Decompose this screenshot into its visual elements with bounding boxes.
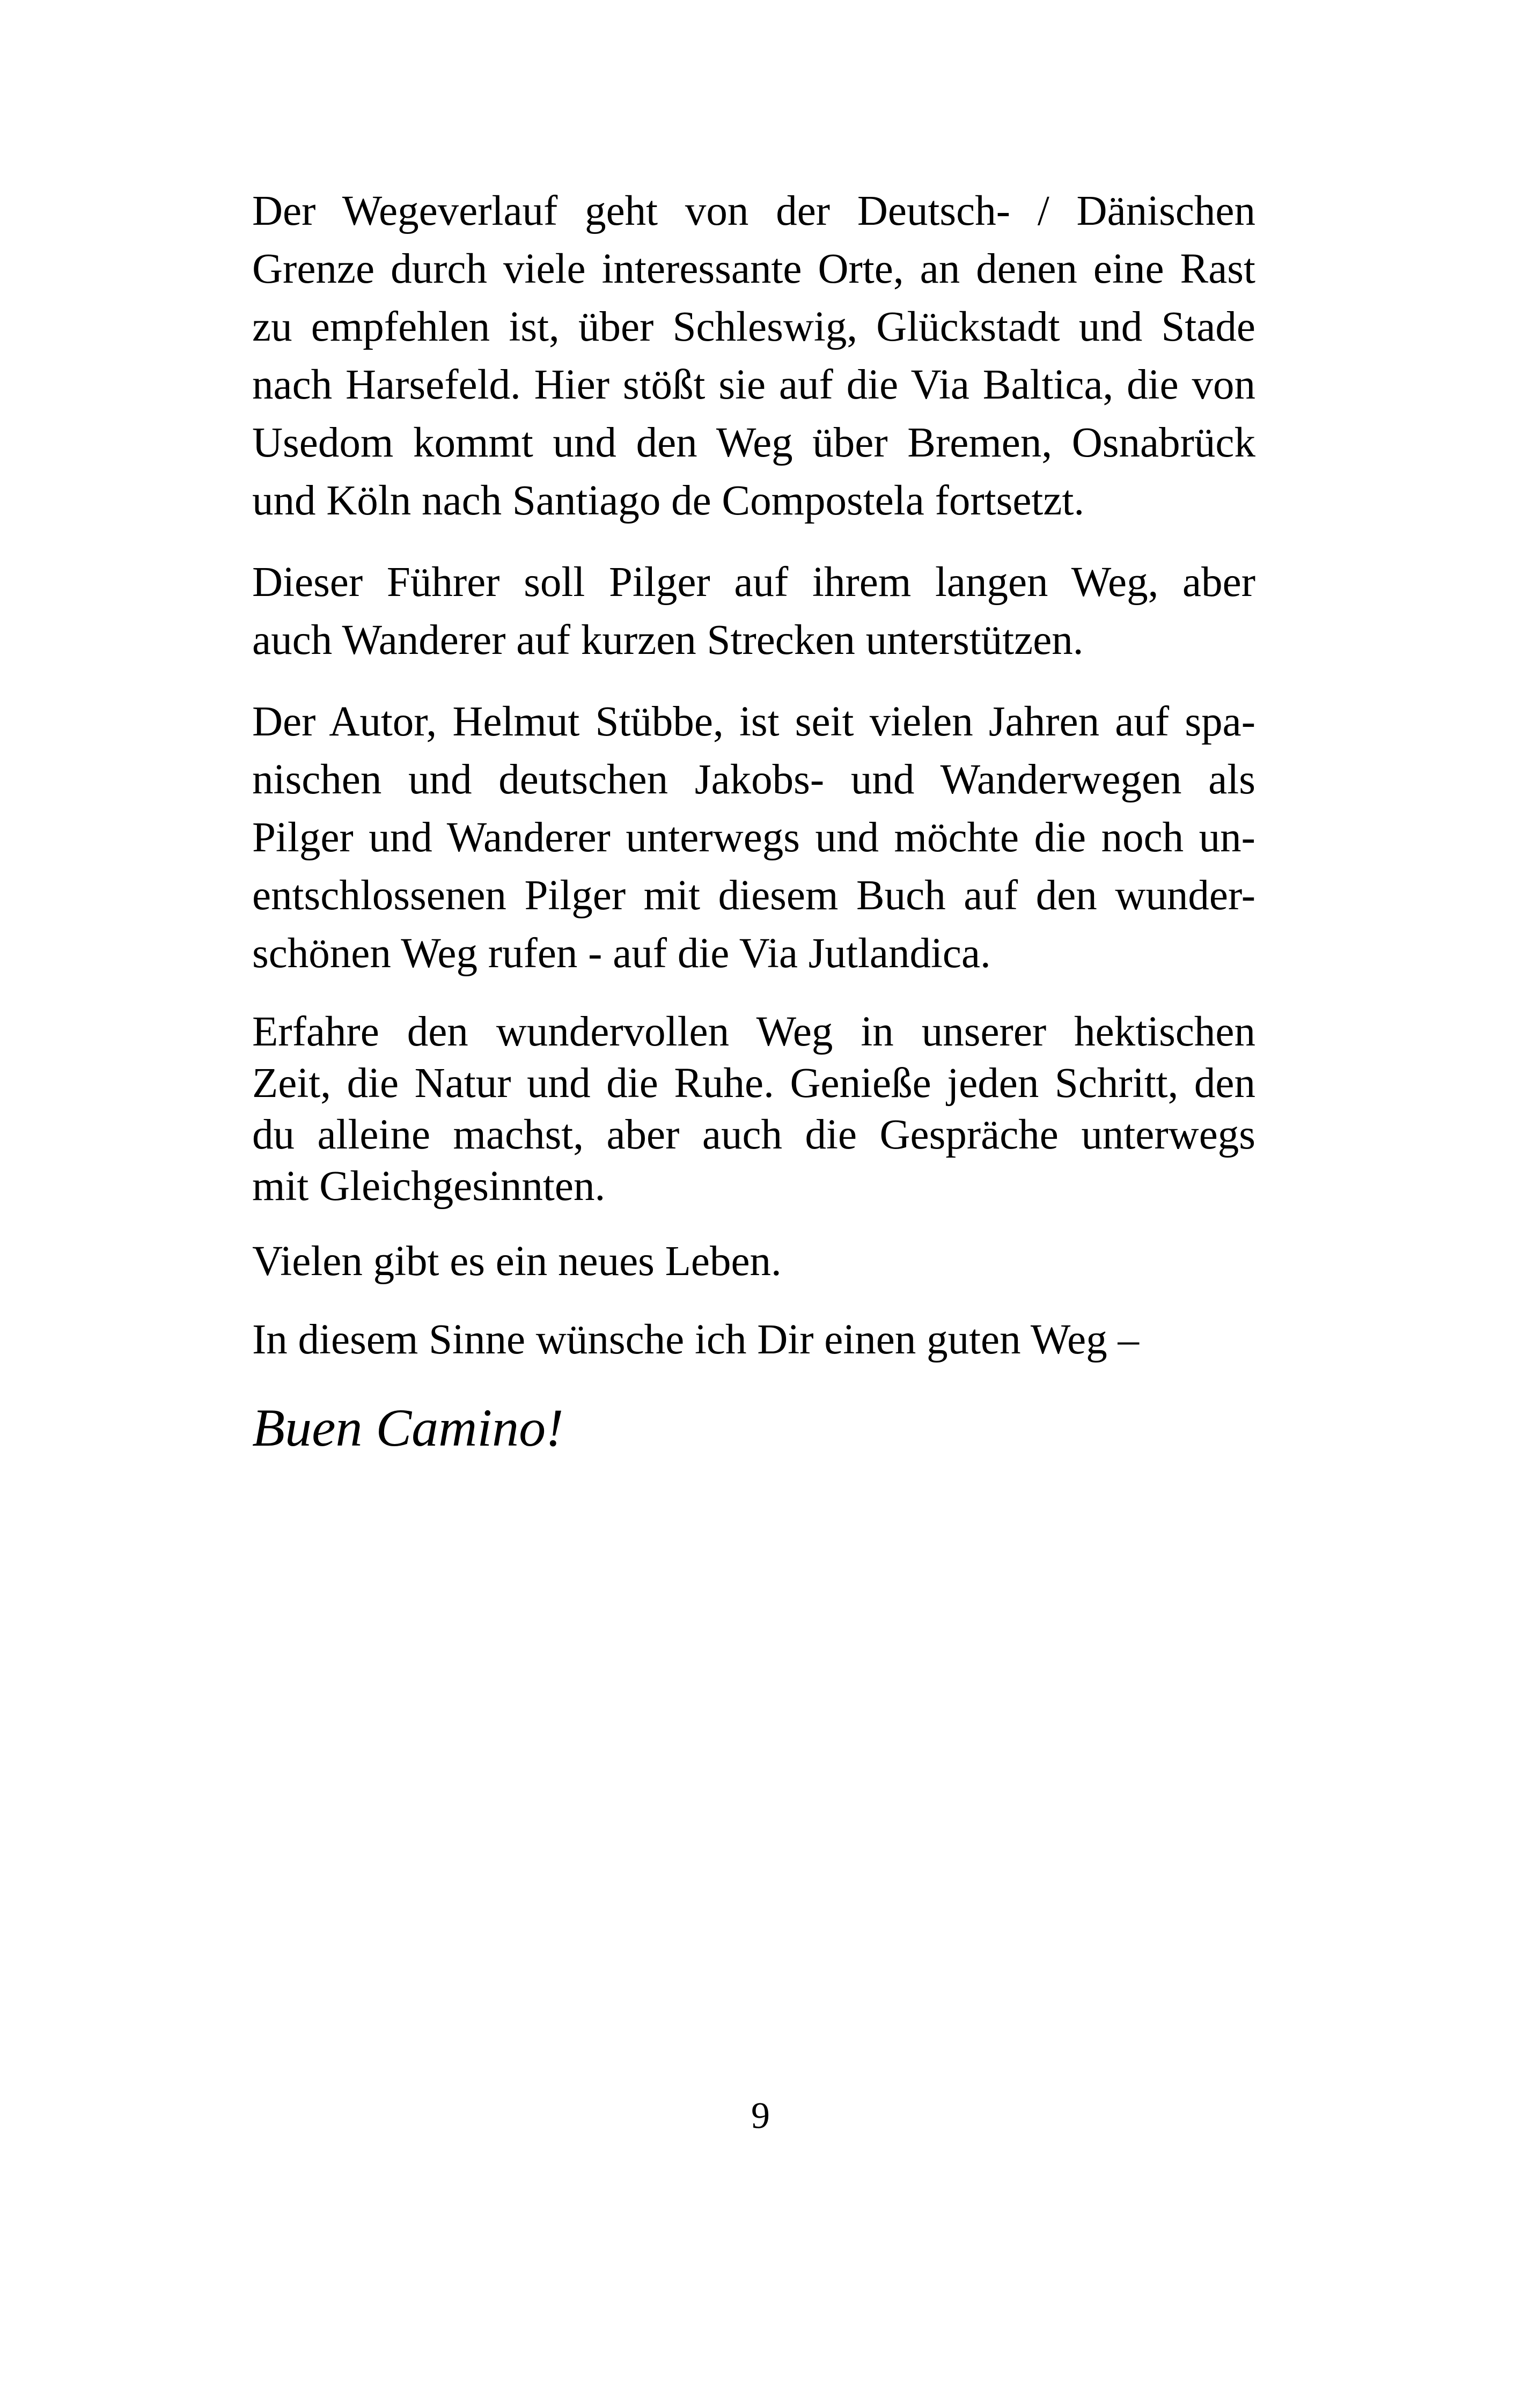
text-line: entschlossenen Pilger mit diesem Buch auf den wunder- bbox=[252, 872, 1255, 919]
text-line: nischen und deutschen Jakobs- und Wanderwegen als bbox=[252, 756, 1255, 803]
text-line: Der Wegeverlauf geht von der Deutsch- / Dänischen bbox=[252, 188, 1255, 234]
text-line: Vielen gibt es ein neues Leben. bbox=[252, 1238, 782, 1285]
page-number: 9 bbox=[751, 2095, 770, 2137]
text-line: Usedom kommt und den Weg über Bremen, Osnabrück bbox=[252, 419, 1255, 466]
text-line: schönen Weg rufen - auf die Via Jutlandica. bbox=[252, 930, 991, 977]
paragraph-author bbox=[252, 693, 1255, 983]
closing-greeting: Buen Camino! bbox=[252, 1398, 564, 1457]
paragraph-route bbox=[252, 182, 1255, 530]
paragraph-wish bbox=[252, 1311, 1255, 1369]
text-line: Dieser Führer soll Pilger auf ihrem langen Weg, aber bbox=[252, 559, 1255, 606]
text-line: Zeit, die Natur und die Ruhe. Genieße jeden Schritt, den bbox=[252, 1060, 1255, 1107]
paragraph-new-life bbox=[252, 1233, 1255, 1291]
text-line: Pilger und Wanderer unterwegs und möchte die noch un- bbox=[252, 814, 1255, 861]
text-line: Der Autor, Helmut Stübbe, ist seit vielen Jahren auf spa- bbox=[252, 698, 1255, 745]
text-line: Erfahre den wundervollen Weg in unserer hektischen bbox=[252, 1008, 1255, 1055]
text-line: In diesem Sinne wünsche ich Dir einen guten Weg – bbox=[252, 1316, 1139, 1363]
text-line: du alleine machst, aber auch die Gespräche unterwegs bbox=[252, 1111, 1255, 1158]
text-line: zu empfehlen ist, über Schleswig, Glückstadt und Stade bbox=[252, 304, 1255, 350]
text-line: mit Gleichgesinnten. bbox=[252, 1163, 606, 1210]
text-line: nach Harsefeld. Hier stößt sie auf die Via Baltica, die von bbox=[252, 362, 1255, 408]
text-line: und Köln nach Santiago de Compostela fortsetzt. bbox=[252, 477, 1085, 524]
text-line: Grenze durch viele interessante Orte, an denen eine Rast bbox=[252, 246, 1255, 292]
paragraph-guide bbox=[252, 554, 1255, 669]
text-line: auch Wanderer auf kurzen Strecken unterstützen. bbox=[252, 617, 1084, 664]
paragraph-experience bbox=[252, 1006, 1255, 1212]
body-text bbox=[252, 182, 1255, 1466]
